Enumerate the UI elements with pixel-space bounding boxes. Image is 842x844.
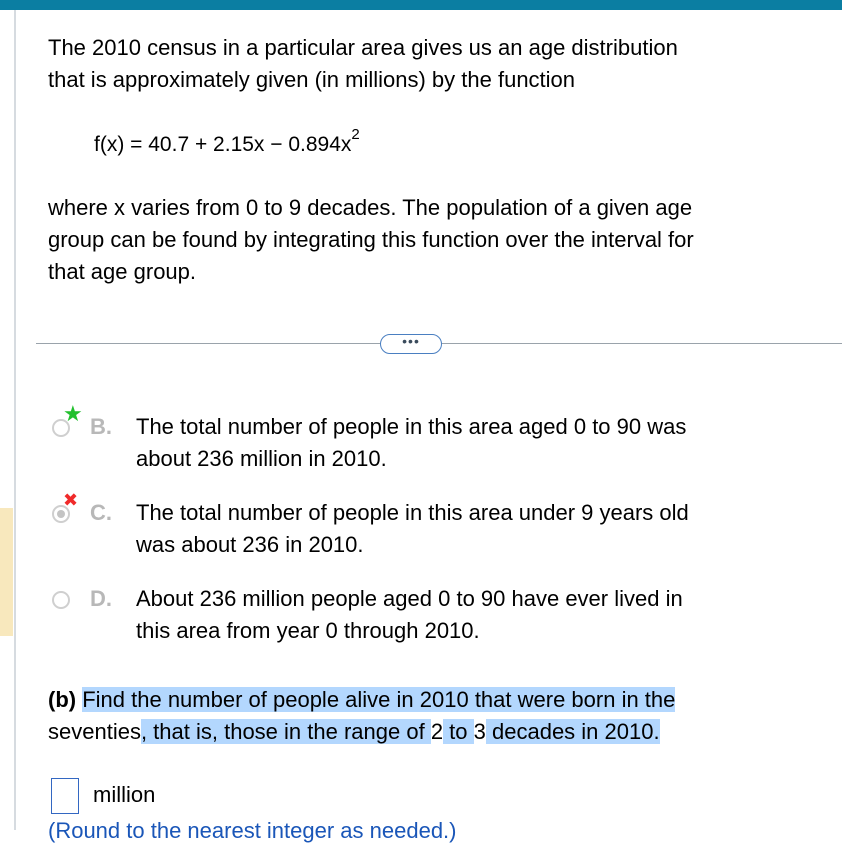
part-b-question xyxy=(48,716,660,748)
option-text: was about 236 in 2010. xyxy=(136,532,364,557)
question-text: Find the number of people alive in 2010 that were born in the xyxy=(82,687,676,712)
option-text: About 236 million people aged 0 to 90 have ever lived in xyxy=(136,586,683,611)
intro-line: that is approximately given (in millions) by the function xyxy=(48,67,576,92)
question-text: 3 xyxy=(473,719,486,744)
left-border xyxy=(14,10,16,830)
option-letter: B. xyxy=(90,414,112,439)
question-text: seventies xyxy=(48,719,141,744)
intro-line: group can be found by integrating this function over the interval for xyxy=(48,227,694,252)
formula-exponent: 2 xyxy=(351,126,360,143)
rounding-hint: (Round to the nearest integer as needed.) xyxy=(48,818,457,843)
option-text: The total number of people in this area aged 0 to 90 was xyxy=(136,414,687,439)
intro-line: The 2010 census in a particular area gives us an age distribution xyxy=(48,35,678,60)
question-text: 2 xyxy=(430,719,444,744)
radio-button[interactable] xyxy=(52,591,70,609)
part-label: (b) xyxy=(48,687,77,712)
top-bar xyxy=(0,0,842,10)
question-text: to xyxy=(443,719,474,744)
question-text: , that is, those in the range of xyxy=(140,719,431,744)
option-text: this area from year 0 through 2010. xyxy=(136,618,480,643)
option-text: about 236 million in 2010. xyxy=(136,446,387,471)
question-text: decades in 2010. xyxy=(485,719,660,744)
expand-button[interactable]: ••• xyxy=(380,334,442,354)
option-letter: C. xyxy=(90,500,112,525)
option-text: The total number of people in this area under 9 years old xyxy=(136,500,689,525)
star-icon: ★ xyxy=(63,401,83,426)
intro-line: that age group. xyxy=(48,259,197,284)
formula xyxy=(94,126,360,157)
x-mark-icon: ✖ xyxy=(63,490,79,510)
option-letter: D. xyxy=(90,586,112,611)
unit-label: million xyxy=(93,782,156,807)
left-highlight-strip xyxy=(0,508,13,636)
formula-text: f(x) = 40.7 + 2.15x − 0.894x xyxy=(94,133,352,156)
part-b-question xyxy=(48,684,675,716)
intro-line: where x varies from 0 to 9 decades. The population of a given age xyxy=(48,195,693,220)
answer-input[interactable] xyxy=(51,778,79,814)
